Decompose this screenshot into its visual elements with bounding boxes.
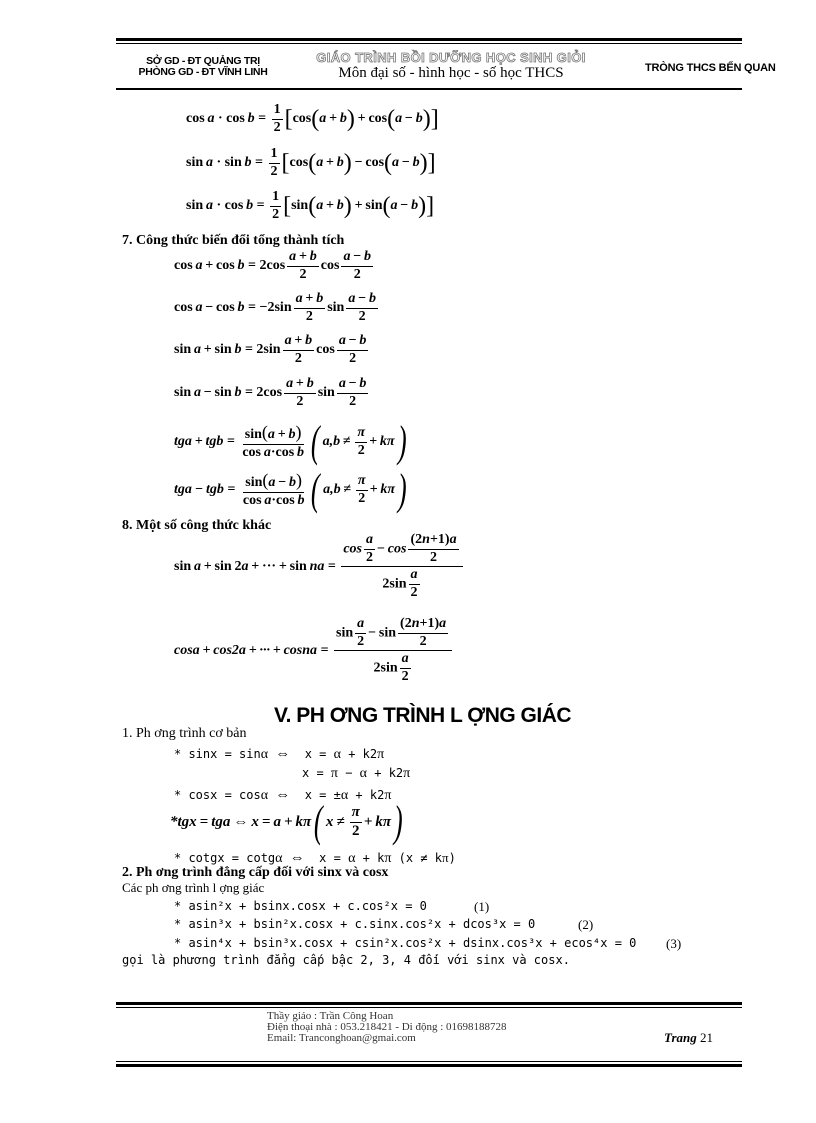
formula-sin-plus-sin: sin a + sin b = 2sin a + b 2 cos a − b 2 — [174, 333, 367, 366]
header-left-block — [128, 56, 278, 78]
section-8-title: 8. Một số công thức khác — [122, 518, 272, 533]
footer-email: Email: Tranconghoan@gmai.com — [267, 1032, 416, 1044]
footer-teacher: Thầy giáo : Trần Công Hoan — [267, 1010, 394, 1022]
eq-cotgx-label: * cotgx = cotg — [174, 851, 276, 865]
footer-page-indicator — [664, 1030, 713, 1046]
part-1-title: 1. Ph ơng trình cơ bản — [122, 726, 247, 741]
formula-sum-sin: sin a + sin 2 a + ··· + sin na = cos $\frac{a}{2}$ − cos $\frac{(2n+1)a}{2}$ 2sin $\frac{a}{2}$ — [174, 533, 465, 601]
section-7-title: 7. Công thức biến đổi tổng thành tích — [122, 233, 345, 248]
eq-homogeneous-4: * asin⁴x + bsin³x.cosx + csin²x.cos²x + dsinx.cos³x + ecos⁴x = 0 — [174, 936, 637, 950]
formula-cos-plus-cos: cos a + cos b = 2cos a + b 2 cos a − b 2 — [174, 249, 372, 282]
footer-contact-block — [267, 1011, 507, 1044]
part-2-intro: Các ph ơng trình l ợng giác — [122, 880, 265, 895]
eq-3-number: (3) — [666, 936, 682, 951]
formula-sin-minus-sin: sin a − sin b = 2cos a + b 2 sin a − b 2 — [174, 376, 367, 409]
eq-sinx-label: * sinx = sin — [174, 747, 261, 761]
eq-cotgx: * cotgx = cotgα ⇔ x = α + kπ (x ≠ kπ) — [174, 850, 456, 866]
eq-homogeneous-2: * asin²x + bsinx.cosx + c.cos²x = 0 — [174, 899, 427, 913]
eq-sinx: * sinx = sinα ⇔ x = α + k2π — [174, 746, 385, 762]
footer-bottom-rule-thin — [116, 1061, 742, 1062]
footer-bottom-rule-thick — [116, 1064, 742, 1067]
formula-tga-minus-tgb: tga − tgb = sin(a − b) cos a·cos b ( a,b ≠ π 2 + kπ ) — [174, 465, 407, 514]
header-course-title: GIÁO TRÌNH BỒI DƯỠNG HỌC SINH GIỎI — [316, 50, 586, 65]
eq-cosx: * cosx = cosα ⇔ x = ±α + k2π — [174, 787, 392, 803]
formula-tga-plus-tgb: tga + tgb = sin(a + b) cos a·cos b ( a,b ≠ π 2 + kπ ) — [174, 417, 407, 466]
header-center-block — [278, 50, 624, 82]
formula-sin-cos-product: sin a · cos b = 1 2 [ sin ( a + b ) + sin ( a − b ) ] — [186, 189, 435, 222]
header-course-subtitle: Môn đại số - hình học - số học THCS — [338, 65, 564, 81]
formula-cos-cos-product: cos a · cos b = 1 2 [ cos ( a + b ) + cos ( a − b ) ] — [186, 102, 439, 135]
chapter-title: V. PH ƠNG TRÌNH L ỢNG GIÁC — [274, 704, 572, 727]
header-left-line1: SỞ GD - ĐT QUẢNG TRỊ — [146, 55, 260, 67]
header-bottom-rule — [116, 88, 742, 90]
header-school-name: TRÒNG THCS BẾN QUAN — [645, 62, 776, 74]
footer-phone: Điện thoại nhà : 053.218421 - Di động : 01698188728 — [267, 1021, 507, 1033]
eq-1-number: (1) — [474, 899, 490, 914]
header-top-rule-thin — [116, 43, 742, 44]
header-top-rule-thick — [116, 38, 742, 41]
footer-page-number: 21 — [700, 1030, 713, 1045]
eq-homogeneous-3: * asin³x + bsin²x.cosx + c.sinx.cos²x + dcos³x = 0 — [174, 917, 536, 931]
footer-top-rule-thick — [116, 1002, 742, 1005]
footer-page-label: Trang — [664, 1030, 697, 1045]
eq-2-number: (2) — [578, 917, 594, 932]
part-2-title: 2. Ph ơng trình đẳng cấp đối với sinx và cosx — [122, 865, 389, 880]
part-2-conclusion: gọi là phương trình đẳng cấp bậc 2, 3, 4 đối với sinx và cosx. — [122, 953, 570, 967]
eq-cosx-label: * cosx = cos — [174, 788, 261, 802]
formula-sin-sin-product: sin a · sin b = 1 2 [ cos ( a + b ) − cos ( a − b ) ] — [186, 146, 436, 179]
eq-tgx: *tgx = tga ⇔ x = a + kπ ( x ≠ π 2 + kπ ) — [170, 797, 403, 846]
header-left-line2: PHÒNG GD - ĐT VĨNH LINH — [138, 66, 268, 78]
formula-sum-cos: cosa + cos2a + ··· + cosna = sin $\frac{a}{2}$ − sin $\frac{(2n+1)a}{2}$ 2sin $\frac{a}{2}$ — [174, 617, 454, 685]
eq-sinx-alt: x = π − α + k2π — [302, 766, 411, 781]
formula-cos-minus-cos: cos a − cos b = −2sin a + b 2 sin a − b 2 — [174, 291, 376, 324]
footer-top-rule-thin — [116, 1007, 742, 1008]
